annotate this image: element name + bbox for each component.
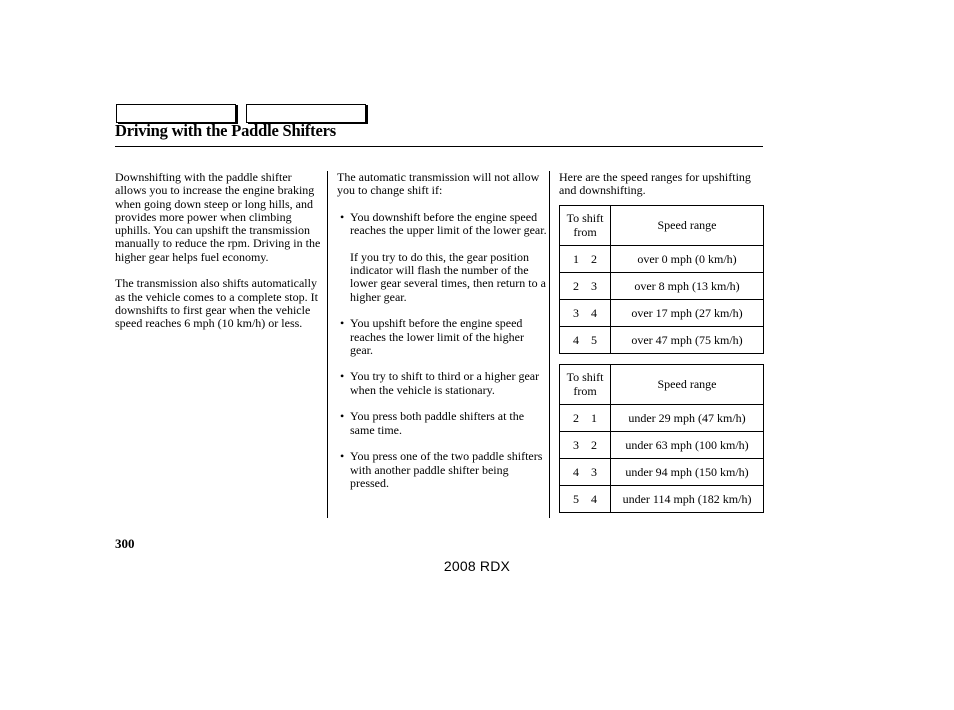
table-row: [560, 486, 764, 513]
speed-range-cell: under 94 mph (150 km/h): [611, 459, 764, 486]
gear-from: 2: [573, 410, 579, 425]
table-row: [560, 405, 764, 432]
gear-pair: [565, 411, 605, 426]
gear-from: 3: [573, 305, 579, 320]
gear-to: 1: [591, 410, 597, 425]
footer-model-label: 2008 RDX: [443, 558, 511, 574]
shift-from-cell: [560, 246, 611, 273]
column-divider-1: [327, 171, 328, 518]
column-2-intro: The automatic transmission will not allow you to change shift if:: [337, 170, 540, 198]
list-item-text: You try to shift to third or a higher gear when the vehicle is stationary.: [350, 369, 540, 397]
gear-to: 4: [591, 305, 597, 320]
shift-from-cell: [560, 300, 611, 327]
column-3-intro: Here are the speed ranges for upshifting and downshifting.: [559, 170, 751, 198]
bullet-dot: •: [340, 209, 345, 224]
list-item-text: You press one of the two paddle shifters with another paddle shifter being pressed.: [350, 449, 543, 490]
restriction-list: [337, 211, 547, 490]
gear-from: 4: [573, 464, 579, 479]
column-2: [337, 171, 547, 503]
list-item: [337, 317, 547, 357]
shift-from-cell: [560, 459, 611, 486]
header-speed-range: Speed range: [611, 206, 764, 246]
bullet-dot: •: [340, 316, 345, 331]
header-from-line1: To shift: [566, 370, 604, 385]
column-divider-2: [549, 171, 550, 518]
gear-pair: [565, 279, 605, 294]
gear-from: 1: [573, 251, 579, 266]
table-row: [560, 273, 764, 300]
list-item: [337, 410, 547, 437]
gear-pair: [565, 252, 605, 267]
list-item-text: You downshift before the engine speed reaches the upper limit of the lower gear.: [350, 209, 547, 238]
gear-to: 2: [591, 437, 597, 452]
list-item-text: You upshift before the engine speed reaches the lower limit of the higher gear.: [350, 316, 524, 357]
gear-from: 3: [573, 437, 579, 452]
speed-range-cell: under 29 mph (47 km/h): [611, 405, 764, 432]
header-from-line1: To shift: [566, 211, 604, 226]
gear-to: 2: [591, 251, 597, 266]
gear-to: 3: [591, 278, 597, 293]
shift-from-cell: [560, 432, 611, 459]
header-to-shift-from: [560, 365, 611, 405]
shift-from-cell: [560, 273, 611, 300]
header-speed-range: Speed range: [611, 365, 764, 405]
title-divider: [115, 146, 763, 147]
header-to-shift-from: [560, 206, 611, 246]
gear-pair: [565, 465, 605, 480]
gear-pair: [565, 333, 605, 348]
header-from-line2: from: [573, 224, 597, 239]
table-header-row: [560, 206, 764, 246]
gear-to: 4: [591, 491, 597, 506]
bullet-dot: •: [340, 409, 345, 424]
gear-to: 5: [591, 332, 597, 347]
gear-pair: [565, 492, 605, 507]
gear-to: 3: [591, 464, 597, 479]
table-row: [560, 459, 764, 486]
downshift-speed-table: [559, 364, 764, 513]
shift-from-cell: [560, 327, 611, 354]
page-number: 300: [115, 536, 135, 551]
speed-range-cell: over 47 mph (75 km/h): [611, 327, 764, 354]
list-item-note: If you try to do this, the gear position indicator will flash the number of the lower gear several times, then return to a higher gear.: [350, 249, 546, 304]
speed-range-cell: under 63 mph (100 km/h): [611, 432, 764, 459]
list-item: [337, 211, 547, 304]
bullet-dot: •: [340, 369, 345, 384]
gear-pair: [565, 306, 605, 321]
page-title: Driving with the Paddle Shifters: [115, 121, 336, 140]
shift-from-cell: [560, 486, 611, 513]
paragraph: Downshifting with the paddle shifter allows you to increase the engine braking when going down steep or long hills, and provides more power when climbing uphills. You can upshift the transmission manually to reduce the rpm. Driving in the higher gear helps fuel economy.: [115, 170, 321, 264]
gear-pair: [565, 438, 605, 453]
list-item-text: You press both paddle shifters at the same time.: [350, 409, 525, 437]
table-row: [560, 432, 764, 459]
gear-from: 5: [573, 491, 579, 506]
table-row: [560, 300, 764, 327]
table-row: [560, 246, 764, 273]
gear-from: 2: [573, 278, 579, 293]
shift-from-cell: [560, 405, 611, 432]
paragraph: The transmission also shifts automatically as the vehicle comes to a complete stop. It downshifts to first gear when the vehicle speed reaches 6 mph (10 km/h) or less.: [115, 276, 318, 331]
speed-range-cell: over 17 mph (27 km/h): [611, 300, 764, 327]
speed-range-cell: under 114 mph (182 km/h): [611, 486, 764, 513]
table-header-row: [560, 365, 764, 405]
list-item: [337, 450, 547, 490]
column-1: [115, 171, 321, 344]
list-item: [337, 370, 547, 397]
header-from-line2: from: [573, 383, 597, 398]
bullet-dot: •: [340, 449, 345, 464]
speed-range-cell: over 8 mph (13 km/h): [611, 273, 764, 300]
gear-from: 4: [573, 332, 579, 347]
table-row: [560, 327, 764, 354]
speed-range-cell: over 0 mph (0 km/h): [611, 246, 764, 273]
upshift-speed-table: [559, 205, 764, 354]
